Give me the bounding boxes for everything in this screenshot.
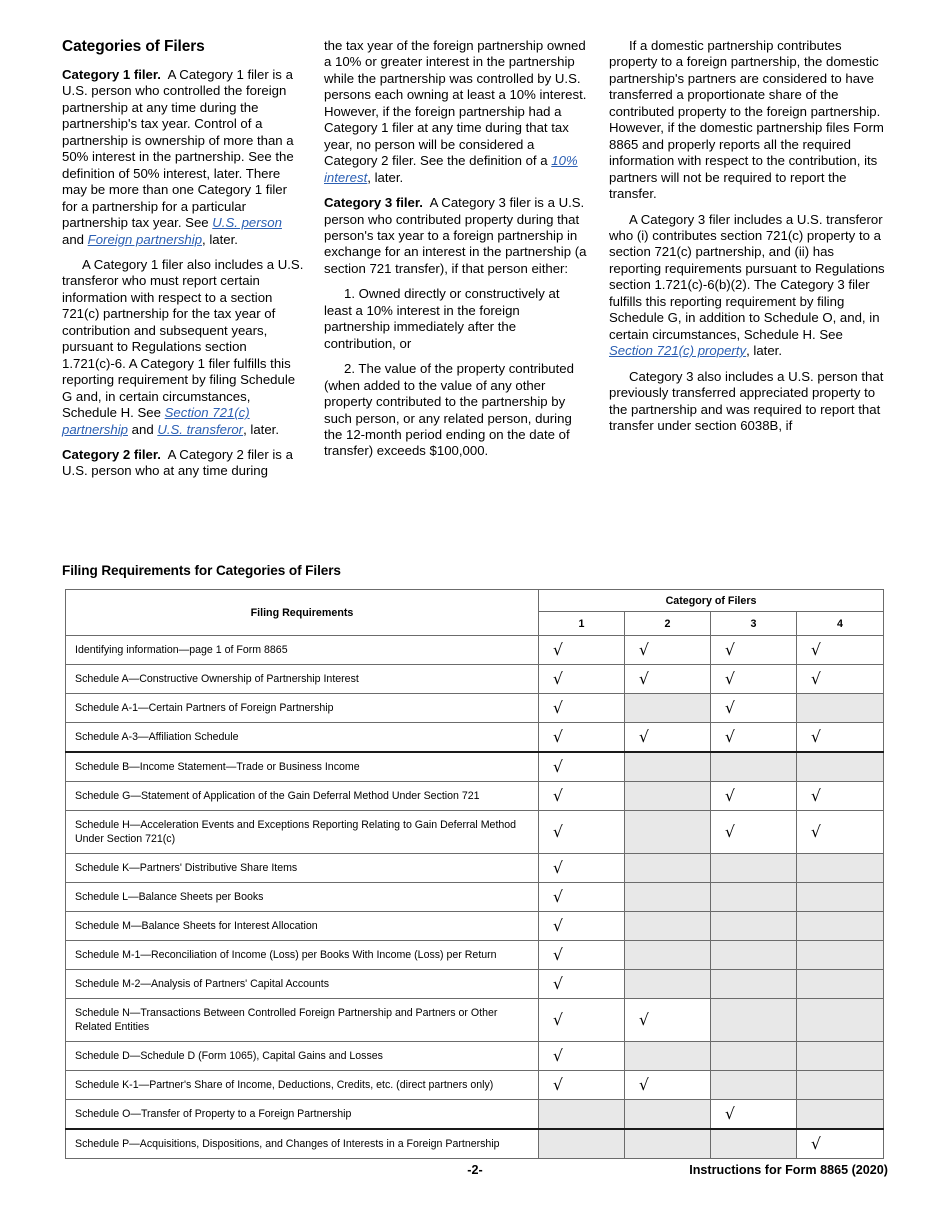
empty-cell <box>797 694 884 723</box>
checkmark-cell <box>625 1071 711 1100</box>
text-column-3 <box>609 38 888 553</box>
table-row <box>66 1129 884 1159</box>
header-category-2: 2 <box>625 612 711 636</box>
table-row <box>66 912 884 941</box>
empty-cell <box>625 912 711 941</box>
page-title: Categories of Filers <box>62 38 205 55</box>
category-1-also-body: A Category 1 filer also includes a U.S. transferor who must report certain information with respect to a section 721(c) partnership for the tax year of contribution and subsequent years, pursuant to Regulations section 1.721(c)-6. A Category 1 filer fulfills this reporting requirement by filing Schedule G and, in certain circumstances, Schedule H. See <box>62 256 304 421</box>
category-3-filer-label: Category 3 filer. <box>324 195 423 211</box>
check-icon: √ <box>553 859 563 878</box>
text-column-2 <box>324 38 609 553</box>
conjunction-and-1: and <box>62 231 88 247</box>
table-row <box>66 941 884 970</box>
empty-cell <box>711 883 797 912</box>
checkmark-cell <box>539 723 625 753</box>
header-category-4: 4 <box>797 612 884 636</box>
category-2-filer-body: A Category 2 filer is a U.S. person who at any time during <box>62 446 293 479</box>
requirement-label: Schedule M—Balance Sheets for Interest Allocation <box>66 912 539 941</box>
empty-cell <box>625 1100 711 1130</box>
check-icon: √ <box>553 946 563 965</box>
empty-cell <box>625 854 711 883</box>
requirement-label: Schedule P—Acquisitions, Dispositions, and Changes of Interests in a Foreign Partnership <box>66 1129 539 1159</box>
category-3-filer-body: A Category 3 filer is a U.S. person who contributed property during that person's tax year to a foreign partnership in exchange for an interest in the partnership (a section 721 transfer), if that person either: <box>324 195 587 276</box>
checkmark-cell <box>625 665 711 694</box>
requirement-label: Schedule O—Transfer of Property to a Foreign Partnership <box>66 1100 539 1130</box>
checkmark-cell <box>711 1100 797 1130</box>
checkmark-cell <box>711 782 797 811</box>
check-icon: √ <box>811 823 821 842</box>
empty-cell <box>797 854 884 883</box>
requirement-label: Schedule K—Partners' Distributive Share Items <box>66 854 539 883</box>
check-icon: √ <box>725 1105 735 1124</box>
checkmark-cell <box>797 782 884 811</box>
check-icon: √ <box>553 670 563 689</box>
checkmark-cell <box>539 999 625 1042</box>
conjunction-and-2: and <box>127 421 158 437</box>
empty-cell <box>711 1071 797 1100</box>
check-icon: √ <box>725 728 735 747</box>
check-icon: √ <box>725 699 735 718</box>
empty-cell <box>797 1042 884 1071</box>
empty-cell <box>711 941 797 970</box>
category-3-includes-tail: , later. <box>746 343 782 359</box>
empty-cell <box>625 970 711 999</box>
empty-cell <box>711 1129 797 1159</box>
check-icon: √ <box>811 670 821 689</box>
check-icon: √ <box>553 641 563 660</box>
paragraph-category-3-filer <box>324 195 589 277</box>
check-icon: √ <box>639 728 649 747</box>
checkmark-cell <box>797 811 884 854</box>
checkmark-cell <box>539 1042 625 1071</box>
paragraph-category-3-includes <box>609 212 888 360</box>
checkmark-cell <box>539 752 625 782</box>
empty-cell <box>711 752 797 782</box>
requirement-label: Schedule G—Statement of Application of the Gain Deferral Method Under Section 721 <box>66 782 539 811</box>
requirement-label: Schedule D—Schedule D (Form 1065), Capital Gains and Losses <box>66 1042 539 1071</box>
table-row <box>66 1100 884 1130</box>
header-category-of-filers: Category of Filers <box>539 590 884 612</box>
table-row <box>66 854 884 883</box>
check-icon: √ <box>553 1047 563 1066</box>
check-icon: √ <box>553 823 563 842</box>
check-icon: √ <box>553 787 563 806</box>
check-icon: √ <box>553 758 563 777</box>
category-2-continued-body: the tax year of the foreign partnership owned a 10% or greater interest in the partnership while the partnership was controlled by U.S. persons each owning at least a 10% interest. However, if the foreign partnership had a Category 1 filer at any time during that tax year, no person will be considered a Category 2 filer. See the definition of a <box>324 38 587 169</box>
link-10-percent-interest[interactable]: 10% interest <box>324 153 578 185</box>
table-header-row-1 <box>66 590 884 612</box>
checkmark-cell <box>711 723 797 753</box>
checkmark-cell <box>539 811 625 854</box>
checkmark-cell <box>539 912 625 941</box>
filing-requirements-table <box>65 589 884 1159</box>
checkmark-cell <box>711 636 797 665</box>
check-icon: √ <box>553 728 563 747</box>
check-icon: √ <box>639 1011 649 1030</box>
footer-document-title: Instructions for Form 8865 (2020) <box>689 1163 888 1177</box>
table-row <box>66 636 884 665</box>
table-row <box>66 694 884 723</box>
table-title: Filing Requirements for Categories of Filers <box>62 563 341 578</box>
check-icon: √ <box>553 1076 563 1095</box>
check-icon: √ <box>725 823 735 842</box>
empty-cell <box>711 1042 797 1071</box>
header-category-3: 3 <box>711 612 797 636</box>
category-2-continued-tail: , later. <box>367 169 404 185</box>
empty-cell <box>625 752 711 782</box>
link-us-transferor[interactable]: U.S. transferor <box>157 421 244 437</box>
category-3-includes-body: A Category 3 filer includes a U.S. transferor who (i) contributes section 721(c) property to a section 721(c) partnership, and (ii) has reporting requirements pursuant to Regulations section 1.721(c)-6(b)(2). The Category 3 filer fulfills this reporting requirement by filing Schedule G, in addition to Schedule O, and, in certain circumstances, Schedule H. See <box>609 211 885 342</box>
checkmark-cell <box>797 1129 884 1159</box>
check-icon: √ <box>811 728 821 747</box>
empty-cell <box>797 970 884 999</box>
table-row <box>66 811 884 854</box>
empty-cell <box>539 1100 625 1130</box>
checkmark-cell <box>625 636 711 665</box>
check-icon: √ <box>725 670 735 689</box>
table-header <box>66 590 884 636</box>
checkmark-cell <box>711 811 797 854</box>
paragraph-category-3-also-includes: Category 3 also includes a U.S. person that previously transferred appreciated property to the partnership and was required to report that transfer under section 6038B, if <box>609 368 884 433</box>
requirement-label: Schedule A—Constructive Ownership of Partnership Interest <box>66 665 539 694</box>
empty-cell <box>797 912 884 941</box>
check-icon: √ <box>639 670 649 689</box>
checkmark-cell <box>539 854 625 883</box>
paragraph-category-2-filer <box>62 447 304 480</box>
empty-cell <box>797 941 884 970</box>
check-icon: √ <box>811 1135 821 1154</box>
checkmark-cell <box>797 636 884 665</box>
table-body <box>66 636 884 1159</box>
article-columns <box>62 38 888 553</box>
check-icon: √ <box>811 787 821 806</box>
checkmark-cell <box>797 723 884 753</box>
link-us-person[interactable]: U.S. person <box>212 215 282 231</box>
requirement-label: Schedule A-1—Certain Partners of Foreign Partnership <box>66 694 539 723</box>
check-icon: √ <box>725 787 735 806</box>
requirement-label: Schedule M-1—Reconciliation of Income (Loss) per Books With Income (Loss) per Return <box>66 941 539 970</box>
requirement-label: Schedule K-1—Partner's Share of Income, Deductions, Credits, etc. (direct partners only) <box>66 1071 539 1100</box>
category-1-filer-label: Category 1 filer. <box>62 67 161 82</box>
empty-cell <box>711 970 797 999</box>
check-icon: √ <box>639 1076 649 1095</box>
paragraph-category-1-also-includes <box>62 257 304 438</box>
empty-cell <box>625 782 711 811</box>
checkmark-cell <box>711 694 797 723</box>
paragraph-category-2-continued <box>324 38 589 186</box>
empty-cell <box>711 999 797 1042</box>
checkmark-cell <box>711 665 797 694</box>
checkmark-cell <box>539 665 625 694</box>
empty-cell <box>797 752 884 782</box>
empty-cell <box>625 1129 711 1159</box>
checkmark-cell <box>539 636 625 665</box>
table-row <box>66 970 884 999</box>
category-1-filer-tail: , later. <box>202 231 238 247</box>
empty-cell <box>797 883 884 912</box>
requirement-label: Identifying information—page 1 of Form 8865 <box>66 636 539 665</box>
empty-cell <box>539 1129 625 1159</box>
checkmark-cell <box>539 883 625 912</box>
footer-page-number: -2- <box>467 1163 483 1177</box>
category-2-filer-label: Category 2 filer. <box>62 446 161 462</box>
requirement-label: Schedule B—Income Statement—Trade or Business Income <box>66 752 539 782</box>
table-row <box>66 999 884 1042</box>
requirement-label: Schedule L—Balance Sheets per Books <box>66 883 539 912</box>
link-section-721c-property[interactable]: Section 721(c) property <box>609 343 747 359</box>
check-icon: √ <box>725 641 735 660</box>
empty-cell <box>625 941 711 970</box>
table-row <box>66 752 884 782</box>
link-section-721c-partnership[interactable]: Section 721(c) partnership <box>62 405 250 437</box>
empty-cell <box>797 999 884 1042</box>
paragraph-list-item-2: 2. The value of the property contributed (when added to the value of any other property contributed to the partnership by such person, or any related person, during the 12-month period ending on the date of transfer) exceeds $100,000. <box>324 361 574 459</box>
checkmark-cell <box>539 1071 625 1100</box>
requirement-label: Schedule A-3—Affiliation Schedule <box>66 723 539 753</box>
link-foreign-partnership[interactable]: Foreign partnership <box>87 231 203 247</box>
checkmark-cell <box>539 694 625 723</box>
table-row <box>66 665 884 694</box>
checkmark-cell <box>539 782 625 811</box>
checkmark-cell <box>539 970 625 999</box>
check-icon: √ <box>553 975 563 994</box>
check-icon: √ <box>553 917 563 936</box>
check-icon: √ <box>811 641 821 660</box>
requirement-label: Schedule H—Acceleration Events and Exceptions Reporting Relating to Gain Deferral Method Under Section 721(c) <box>66 811 539 854</box>
check-icon: √ <box>553 1011 563 1030</box>
checkmark-cell <box>625 999 711 1042</box>
check-icon: √ <box>639 641 649 660</box>
paragraph-category-1-filer <box>62 67 304 248</box>
requirement-label: Schedule N—Transactions Between Controlled Foreign Partnership and Partners or Other Related Entities <box>66 999 539 1042</box>
table-row <box>66 782 884 811</box>
empty-cell <box>625 694 711 723</box>
table-row <box>66 883 884 912</box>
checkmark-cell <box>797 665 884 694</box>
empty-cell <box>625 883 711 912</box>
table-row <box>66 1071 884 1100</box>
check-icon: √ <box>553 699 563 718</box>
checkmark-cell <box>539 941 625 970</box>
header-category-1: 1 <box>539 612 625 636</box>
table-row <box>66 723 884 753</box>
empty-cell <box>625 1042 711 1071</box>
paragraph-list-item-1: 1. Owned directly or constructively at least a 10% interest in the foreign partnership immediately after the contribution, or <box>324 286 560 351</box>
table-row <box>66 1042 884 1071</box>
empty-cell <box>797 1100 884 1130</box>
empty-cell <box>625 811 711 854</box>
requirement-label: Schedule M-2—Analysis of Partners' Capital Accounts <box>66 970 539 999</box>
paragraph-domestic-partnership: If a domestic partnership contributes property to a foreign partnership, the domestic partnership's partners are considered to have transferred a proportionate share of the contributed property to the foreign partnership. However, if the domestic partnership files Form 8865 and properly reports all the required information with respect to the contribution, its partners will not be required to report the transfer. <box>609 38 884 202</box>
category-1-also-tail: , later. <box>243 421 279 437</box>
text-column-1 <box>62 38 324 553</box>
check-icon: √ <box>553 888 563 907</box>
empty-cell <box>797 1071 884 1100</box>
category-1-filer-body: A Category 1 filer is a U.S. person who controlled the foreign partnership at any time during the partnership's tax year. Control of a partnership is ownership of more than a 50% interest in the partnership. See the definition of 50% interest, later. There may be more than one Category 1 filer for a partnership for a particular partnership tax year. See <box>62 67 294 231</box>
header-filing-requirements: Filing Requirements <box>66 590 539 636</box>
checkmark-cell <box>625 723 711 753</box>
empty-cell <box>711 912 797 941</box>
empty-cell <box>711 854 797 883</box>
